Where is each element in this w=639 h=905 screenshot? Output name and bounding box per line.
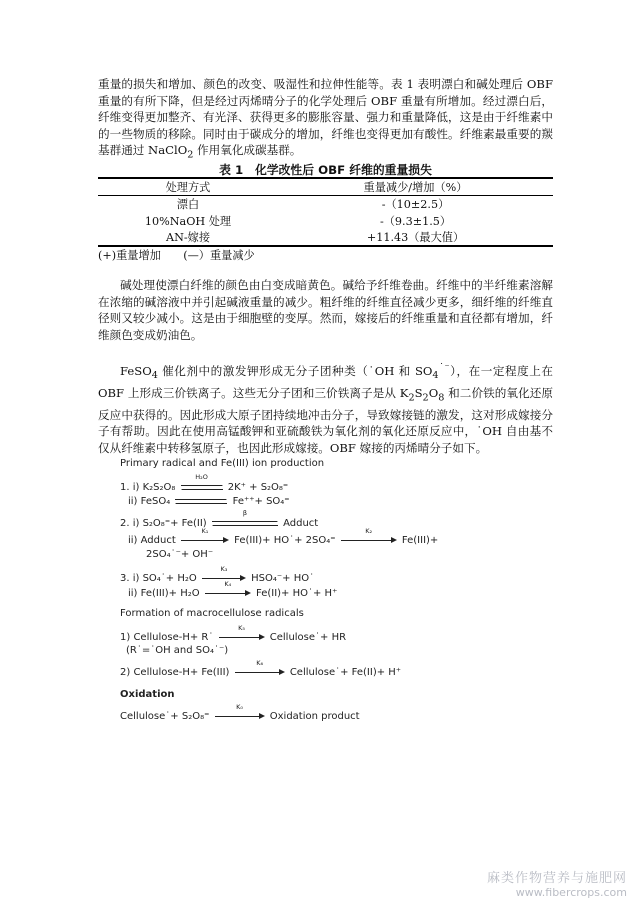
reactants: ii) Fe(III)+ H₂O xyxy=(128,588,200,599)
scheme-heading: Oxidation xyxy=(120,689,175,700)
arrow-label: K₁ xyxy=(201,527,209,535)
reactants: 1) Cellulose-H+ R˙ xyxy=(120,632,214,643)
subscript: 2 xyxy=(187,149,194,161)
table-cell: +11.43（最大值） xyxy=(366,231,465,245)
table-cell: AN-嫁接 xyxy=(165,231,211,245)
reactants: ii) FeSO₄ xyxy=(128,496,171,507)
products: Oxidation product xyxy=(269,711,360,722)
subscript: 4 xyxy=(432,370,439,382)
reaction-line xyxy=(120,624,347,644)
watermark-url: www.fibercrops.com xyxy=(515,886,627,899)
scheme-heading: Formation of macrocellulose radicals xyxy=(120,608,304,619)
reaction-line xyxy=(128,527,439,547)
paragraph-1 xyxy=(98,76,553,164)
equilibrium-arrow-icon xyxy=(212,509,278,528)
reaction-line xyxy=(128,496,290,508)
reaction-line xyxy=(120,659,402,679)
arrow-label: K₄ xyxy=(224,580,232,588)
products: Cellulose˙+ HR xyxy=(269,632,347,643)
arrow-label: H₂O xyxy=(195,473,208,481)
arrow-icon xyxy=(205,580,251,598)
text-run: FeSO xyxy=(120,363,152,378)
products: Fe(III)+ HO˙+ 2SO₄⁼ xyxy=(234,535,336,546)
arrow-icon xyxy=(219,624,265,642)
reactants: 3. i) SO₄˙+ H₂O xyxy=(120,573,197,584)
table-row xyxy=(98,196,553,213)
table-header-cell: 重量减少/增加（%） xyxy=(363,181,468,195)
products: Cellulose˙+ Fe(II)+ H⁺ xyxy=(289,667,402,678)
table-row xyxy=(98,229,553,246)
paragraph-1-tail: 作用氧化成碳基群。 xyxy=(193,143,302,158)
text-run: ），在一定程度上在 OBF 上形成三价铁离子。这些无分子团和三价铁离子是从 K xyxy=(98,363,553,400)
products: Adduct xyxy=(283,518,319,529)
superscript: ˙⁻ xyxy=(438,362,450,373)
arrow-icon xyxy=(181,527,229,545)
products: HSO₄⁻+ HO˙ xyxy=(251,573,315,584)
table-cell: -（9.3±1.5） xyxy=(379,214,452,228)
table-row xyxy=(98,213,553,229)
reactants: 1. i) K₂S₂O₈ xyxy=(120,482,176,493)
text-run: 和二价铁的氧化还原反应中获得的。因此形成大原子团持续地冲击分子，导致嫁接链的激发，这对形成嫁接分子有帮助。因此在使用高锰酸钾和亚硫酸铁为氧化剂的氧化还原反应中，˙OH 自由基不仅从纤维素中转移氢原子，也因此形成嫁接。OBF 嫁接的丙烯晴分子如下。 xyxy=(98,385,554,455)
arrow-label: K₅ xyxy=(238,624,245,632)
paragraph-2 xyxy=(98,277,553,343)
weight-loss-table xyxy=(98,177,553,247)
arrow-icon xyxy=(341,527,397,545)
arrow-icon xyxy=(215,703,265,721)
reaction-line xyxy=(120,473,289,494)
products: Fe(III)+ xyxy=(401,535,439,546)
reactants: 2) Cellulose-H+ Fe(III) xyxy=(120,667,230,678)
table-header-row xyxy=(98,178,553,196)
products: Fe(II)+ HO˙+ H⁺ xyxy=(255,588,338,599)
reactants: ii) Adduct xyxy=(128,535,176,546)
products: Fe⁺⁺+ SO₄⁼ xyxy=(232,496,290,507)
table-title: 表 1 化学改性后 OBF 纤维的重量损失 xyxy=(219,163,432,177)
reaction-line-note: (R˙=˙OH and SO₄˙⁻) xyxy=(126,645,229,656)
arrow-label: K₆ xyxy=(256,659,264,667)
reaction-line-continued: 2SO₄˙⁻+ OH⁻ xyxy=(146,549,214,560)
text-run: S xyxy=(414,385,423,400)
subscript: 4 xyxy=(151,370,158,382)
table-header-cell: 处理方式 xyxy=(165,181,211,195)
products: 2K⁺ + S₂O₈⁼ xyxy=(227,482,289,493)
table-note: (+)重量增加 (—）重量减少 xyxy=(98,249,255,262)
arrow-label: β xyxy=(242,509,247,517)
reactants: 2. i) S₂O₈⁼+ Fe(II) xyxy=(120,518,207,529)
table-cell: -（10±2.5） xyxy=(381,198,450,212)
subscript: 8 xyxy=(438,392,445,404)
arrow-label: K₂ xyxy=(365,527,373,535)
table-cell: 10%NaOH 处理 xyxy=(144,214,232,228)
subscript: 2 xyxy=(422,392,429,404)
table-cell: 漂白 xyxy=(176,198,200,212)
text-run: O xyxy=(428,385,439,400)
site-watermark xyxy=(487,867,627,899)
arrow-icon xyxy=(235,659,285,677)
watermark-title: 麻类作物营养与施肥网 xyxy=(486,871,627,886)
reaction-line xyxy=(128,580,338,600)
paragraph-3 xyxy=(98,360,553,456)
reactants: Cellulose˙+ S₂O₈⁼ xyxy=(120,711,210,722)
reaction-line xyxy=(120,703,360,723)
text-run: 催化剂中的激发钾形成无分子团种类（˙OH 和 SO xyxy=(157,363,433,378)
arrow-label: K₃ xyxy=(220,565,228,573)
equilibrium-arrow-icon xyxy=(175,496,227,506)
paragraph-2-text: 碱处理使漂白纤维的颜色由白变成暗黄色。碱给予纤维卷曲。纤维中的半纤维素溶解在浓缩的碱溶液中并引起碱液重量的减少。粗纤维的纤维直径减少更多，细纤维的纤维直径则又较少减小。这是由于细胞壁的变厚。然而，嫁接后的纤维重量和直径都有增加，纤维颜色变成奶油色。 xyxy=(98,278,553,342)
arrow-label: K₀ xyxy=(236,703,243,711)
scheme-heading: Primary radical and Fe(III) ion production xyxy=(120,458,325,469)
subscript: 2 xyxy=(408,392,415,404)
equilibrium-arrow-icon xyxy=(181,473,223,492)
reaction-scheme xyxy=(120,456,439,728)
paragraph-1-text: 重量的损失和增加、颜色的改变、吸湿性和拉伸性能等。表 1 表明漂白和碱处理后 OBF 重量的有所下降，但是经过丙烯晴分子的化学处理后 OBF 重量有所增加。经过漂白后，纤维变得更加整齐、有光泽、获得更多的膨胀容量、强力和重量降低，这是由于纤维素中的一些物质的移除。同时由于碳成分的增加，纤维也变得更加有酸性。纤维素最重要的羰基群通过 NaClO xyxy=(98,77,553,158)
